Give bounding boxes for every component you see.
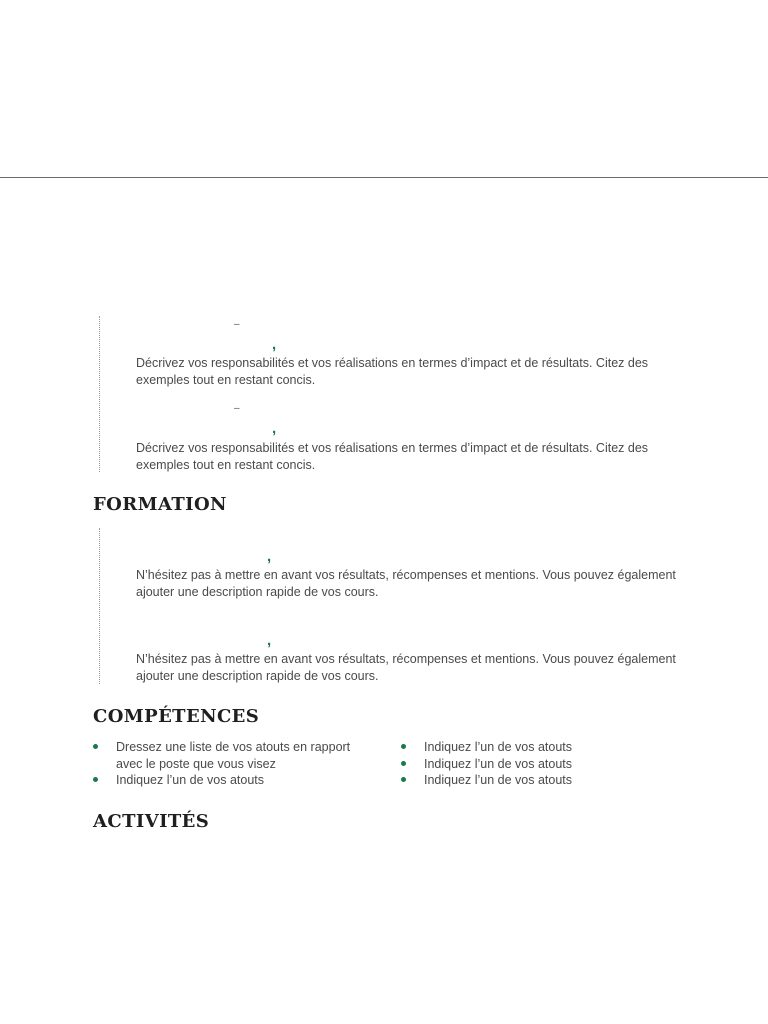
skill-text: Indiquez l’un de vos atouts xyxy=(424,740,573,754)
experience-description: Décrivez vos responsabilités et vos réalisations en termes d’impact et de résultats. Citez des exemples tout en restant concis. xyxy=(136,441,649,472)
skill-item xyxy=(401,756,674,773)
skill-item xyxy=(401,772,674,789)
degree-school-separator: , xyxy=(267,548,272,565)
skill-item xyxy=(401,739,674,756)
title-company-separator: , xyxy=(272,420,277,437)
date-separator: – xyxy=(234,319,240,330)
header-divider xyxy=(0,177,768,178)
skill-item xyxy=(93,739,366,772)
experience-timeline-line xyxy=(99,316,100,472)
skill-text: Dressez une liste de vos atouts en rapport avec le poste que vous visez xyxy=(116,740,351,771)
skill-text: Indiquez l’un de vos atouts xyxy=(424,773,573,787)
skills-list-right xyxy=(401,739,674,789)
bullet-icon xyxy=(93,744,98,749)
activites-heading: ACTIVITÉS xyxy=(93,811,210,832)
skill-item xyxy=(93,772,366,789)
skill-text: Indiquez l’un de vos atouts xyxy=(424,756,573,771)
formation-timeline-line xyxy=(99,528,100,684)
bullet-icon xyxy=(401,761,406,766)
formation-heading: FORMATION xyxy=(93,494,227,515)
skill-text: Indiquez l’un de vos atouts xyxy=(116,773,265,787)
degree-school-separator: , xyxy=(267,632,272,649)
experience-description: Décrivez vos responsabilités et vos réalisations en termes d’impact et de résultats. Citez des exemples tout en restant concis. xyxy=(136,356,649,387)
bullet-icon xyxy=(93,777,98,782)
bullet-icon xyxy=(401,777,406,782)
formation-description: N’hésitez pas à mettre en avant vos résultats, récompenses et mentions. Vous pouvez également ajouter une description rapide de vos cours. xyxy=(136,652,676,683)
formation-description: N’hésitez pas à mettre en avant vos résultats, récompenses et mentions. Vous pouvez également ajouter une description rapide de vos cours. xyxy=(136,568,676,599)
skills-list-left xyxy=(93,739,366,789)
bullet-icon xyxy=(401,744,406,749)
date-separator: – xyxy=(234,403,240,414)
title-company-separator: , xyxy=(272,336,277,353)
competences-heading: COMPÉTENCES xyxy=(93,706,260,727)
